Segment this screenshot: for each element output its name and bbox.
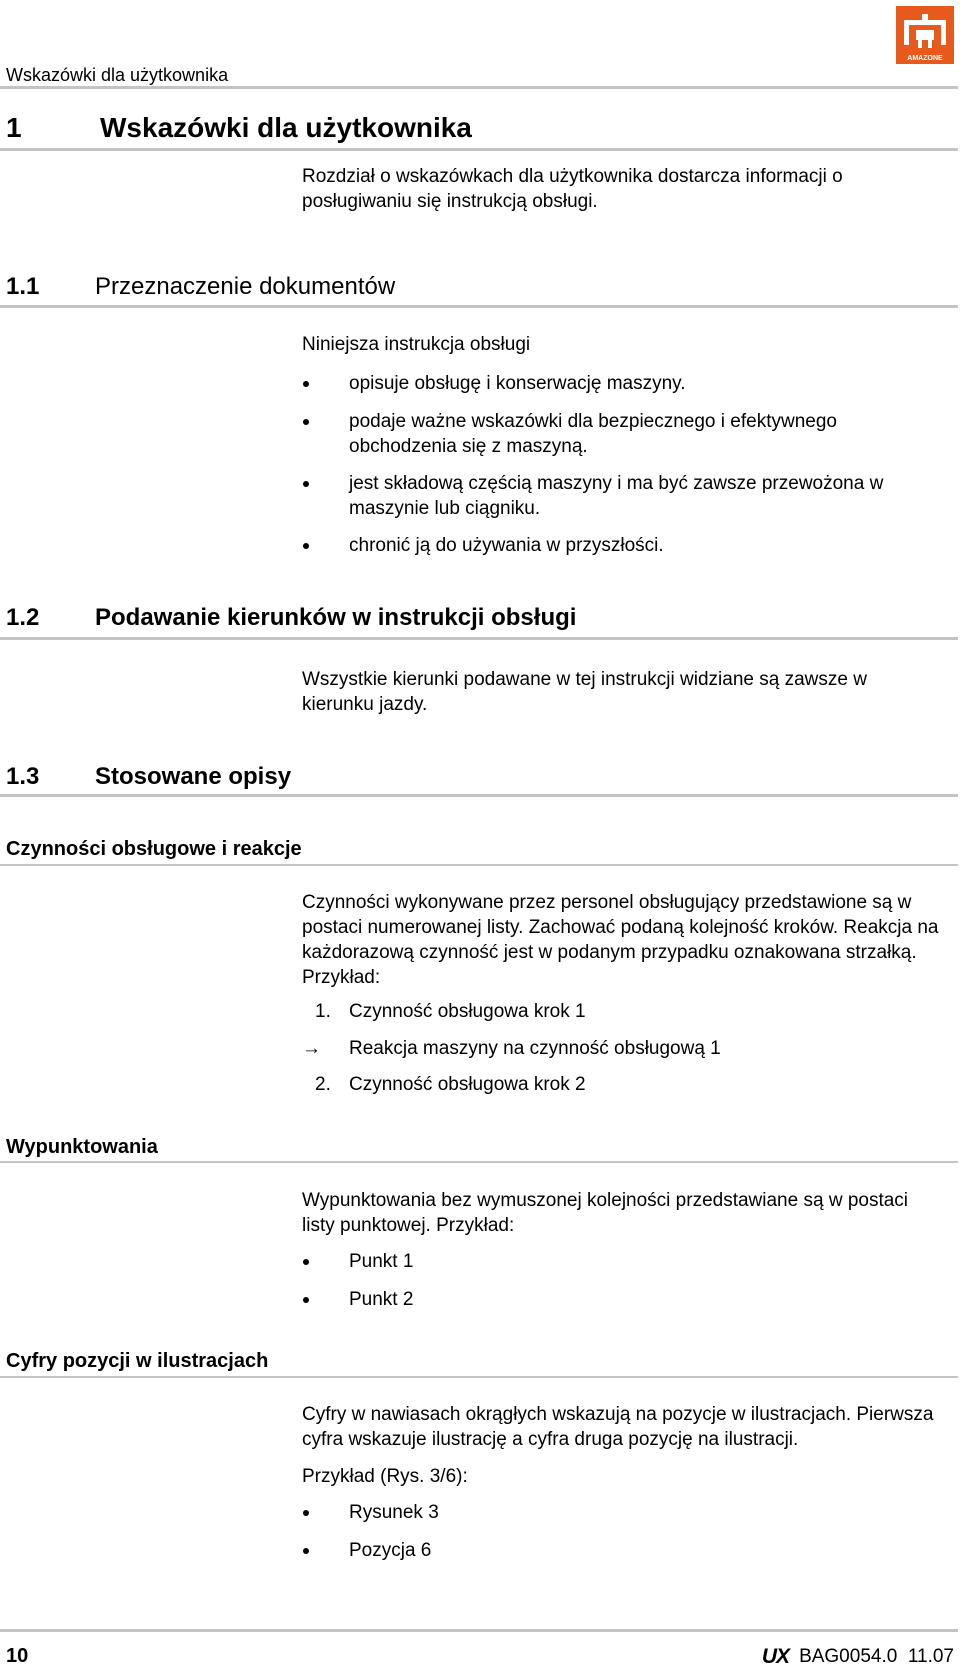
logo-text: AMAZONE — [907, 55, 943, 62]
footer-doc-info — [762, 1645, 954, 1669]
page-number: 10 — [6, 1645, 29, 1667]
bullet-icon — [303, 1259, 309, 1265]
ops-text: Czynności wykonywane przez personel obsługujący przedstawione są w postaci numerowanej listy. Zachować podaną kolejność kroków. Reakcja na każdorazową czynność jest w podanym przypadku oznakowana strzałką. Przykład: — [302, 892, 939, 988]
subsection-label-ops: Czynności obsługowe i reakcje — [6, 838, 302, 860]
bullet-icon — [303, 1548, 309, 1554]
section-1-1-rule — [0, 305, 958, 308]
section-1-2-text: Wszystkie kierunki podawane w tej instrukcji widziane są zawsze w kierunku jazdy. — [302, 669, 867, 715]
section-1-2-rule — [0, 637, 958, 640]
doc-code: BAG0054.0 11.07 — [799, 1646, 954, 1667]
bullet-icon — [303, 419, 309, 425]
amazone-logo — [896, 6, 954, 64]
subsection-rule-bullets — [0, 1161, 958, 1163]
chapter-intro: Rozdział o wskazówkach dla użytkownika dostarcza informacji o posługiwaniu się instrukcją obsługi. — [302, 166, 843, 212]
footer-rule — [0, 1629, 958, 1632]
section-1-2-number: 1.2 — [6, 604, 40, 631]
bullet-icon — [303, 1297, 309, 1303]
bullet-icon — [303, 481, 309, 487]
brand-mark: UX — [761, 1645, 790, 1668]
figures-example: Przykład (Rys. 3/6): — [302, 1466, 468, 1487]
section-1-3-title: Stosowane opisy — [95, 763, 292, 790]
subsection-label-figures: Cyfry pozycji w ilustracjach — [6, 1350, 269, 1372]
bullet-icon — [303, 381, 309, 387]
step-number: 1. — [315, 1001, 331, 1022]
section-1-3-number: 1.3 — [6, 763, 40, 790]
chapter-title: Wskazówki dla użytkownika — [100, 112, 472, 143]
section-1-2-title: Podawanie kierunków w instrukcji obsługi — [95, 604, 577, 631]
arrow-right-icon: → — [302, 1038, 321, 1059]
step-number: 2. — [315, 1074, 331, 1095]
section-1-1-number: 1.1 — [6, 273, 40, 300]
subsection-rule-ops — [0, 864, 958, 866]
section-1-1-title: Przeznaczenie dokumentów — [95, 273, 396, 300]
chapter-rule — [0, 148, 958, 151]
section-1-1-lead: Niniejsza instrukcja obsługi — [302, 334, 531, 355]
running-header: Wskazówki dla użytkownika — [6, 65, 229, 85]
bullet-icon — [303, 1510, 309, 1516]
section-1-3-rule — [0, 794, 958, 797]
bullets-text: Wypunktowania bez wymuszonej kolejności przedstawiane są w postaci listy punktowej. Przykład: — [302, 1190, 909, 1236]
figures-text: Cyfry w nawiasach okrągłych wskazują na pozycje w ilustracjach. Pierwsza cyfra wskazuje ilustrację a cyfra druga pozycję na ilustracji. — [302, 1404, 934, 1450]
chapter-number: 1 — [6, 112, 22, 143]
subsection-rule-figures — [0, 1376, 958, 1378]
header-rule — [0, 86, 958, 89]
subsection-label-bullets: Wypunktowania — [6, 1136, 158, 1158]
bullet-icon — [303, 543, 309, 549]
